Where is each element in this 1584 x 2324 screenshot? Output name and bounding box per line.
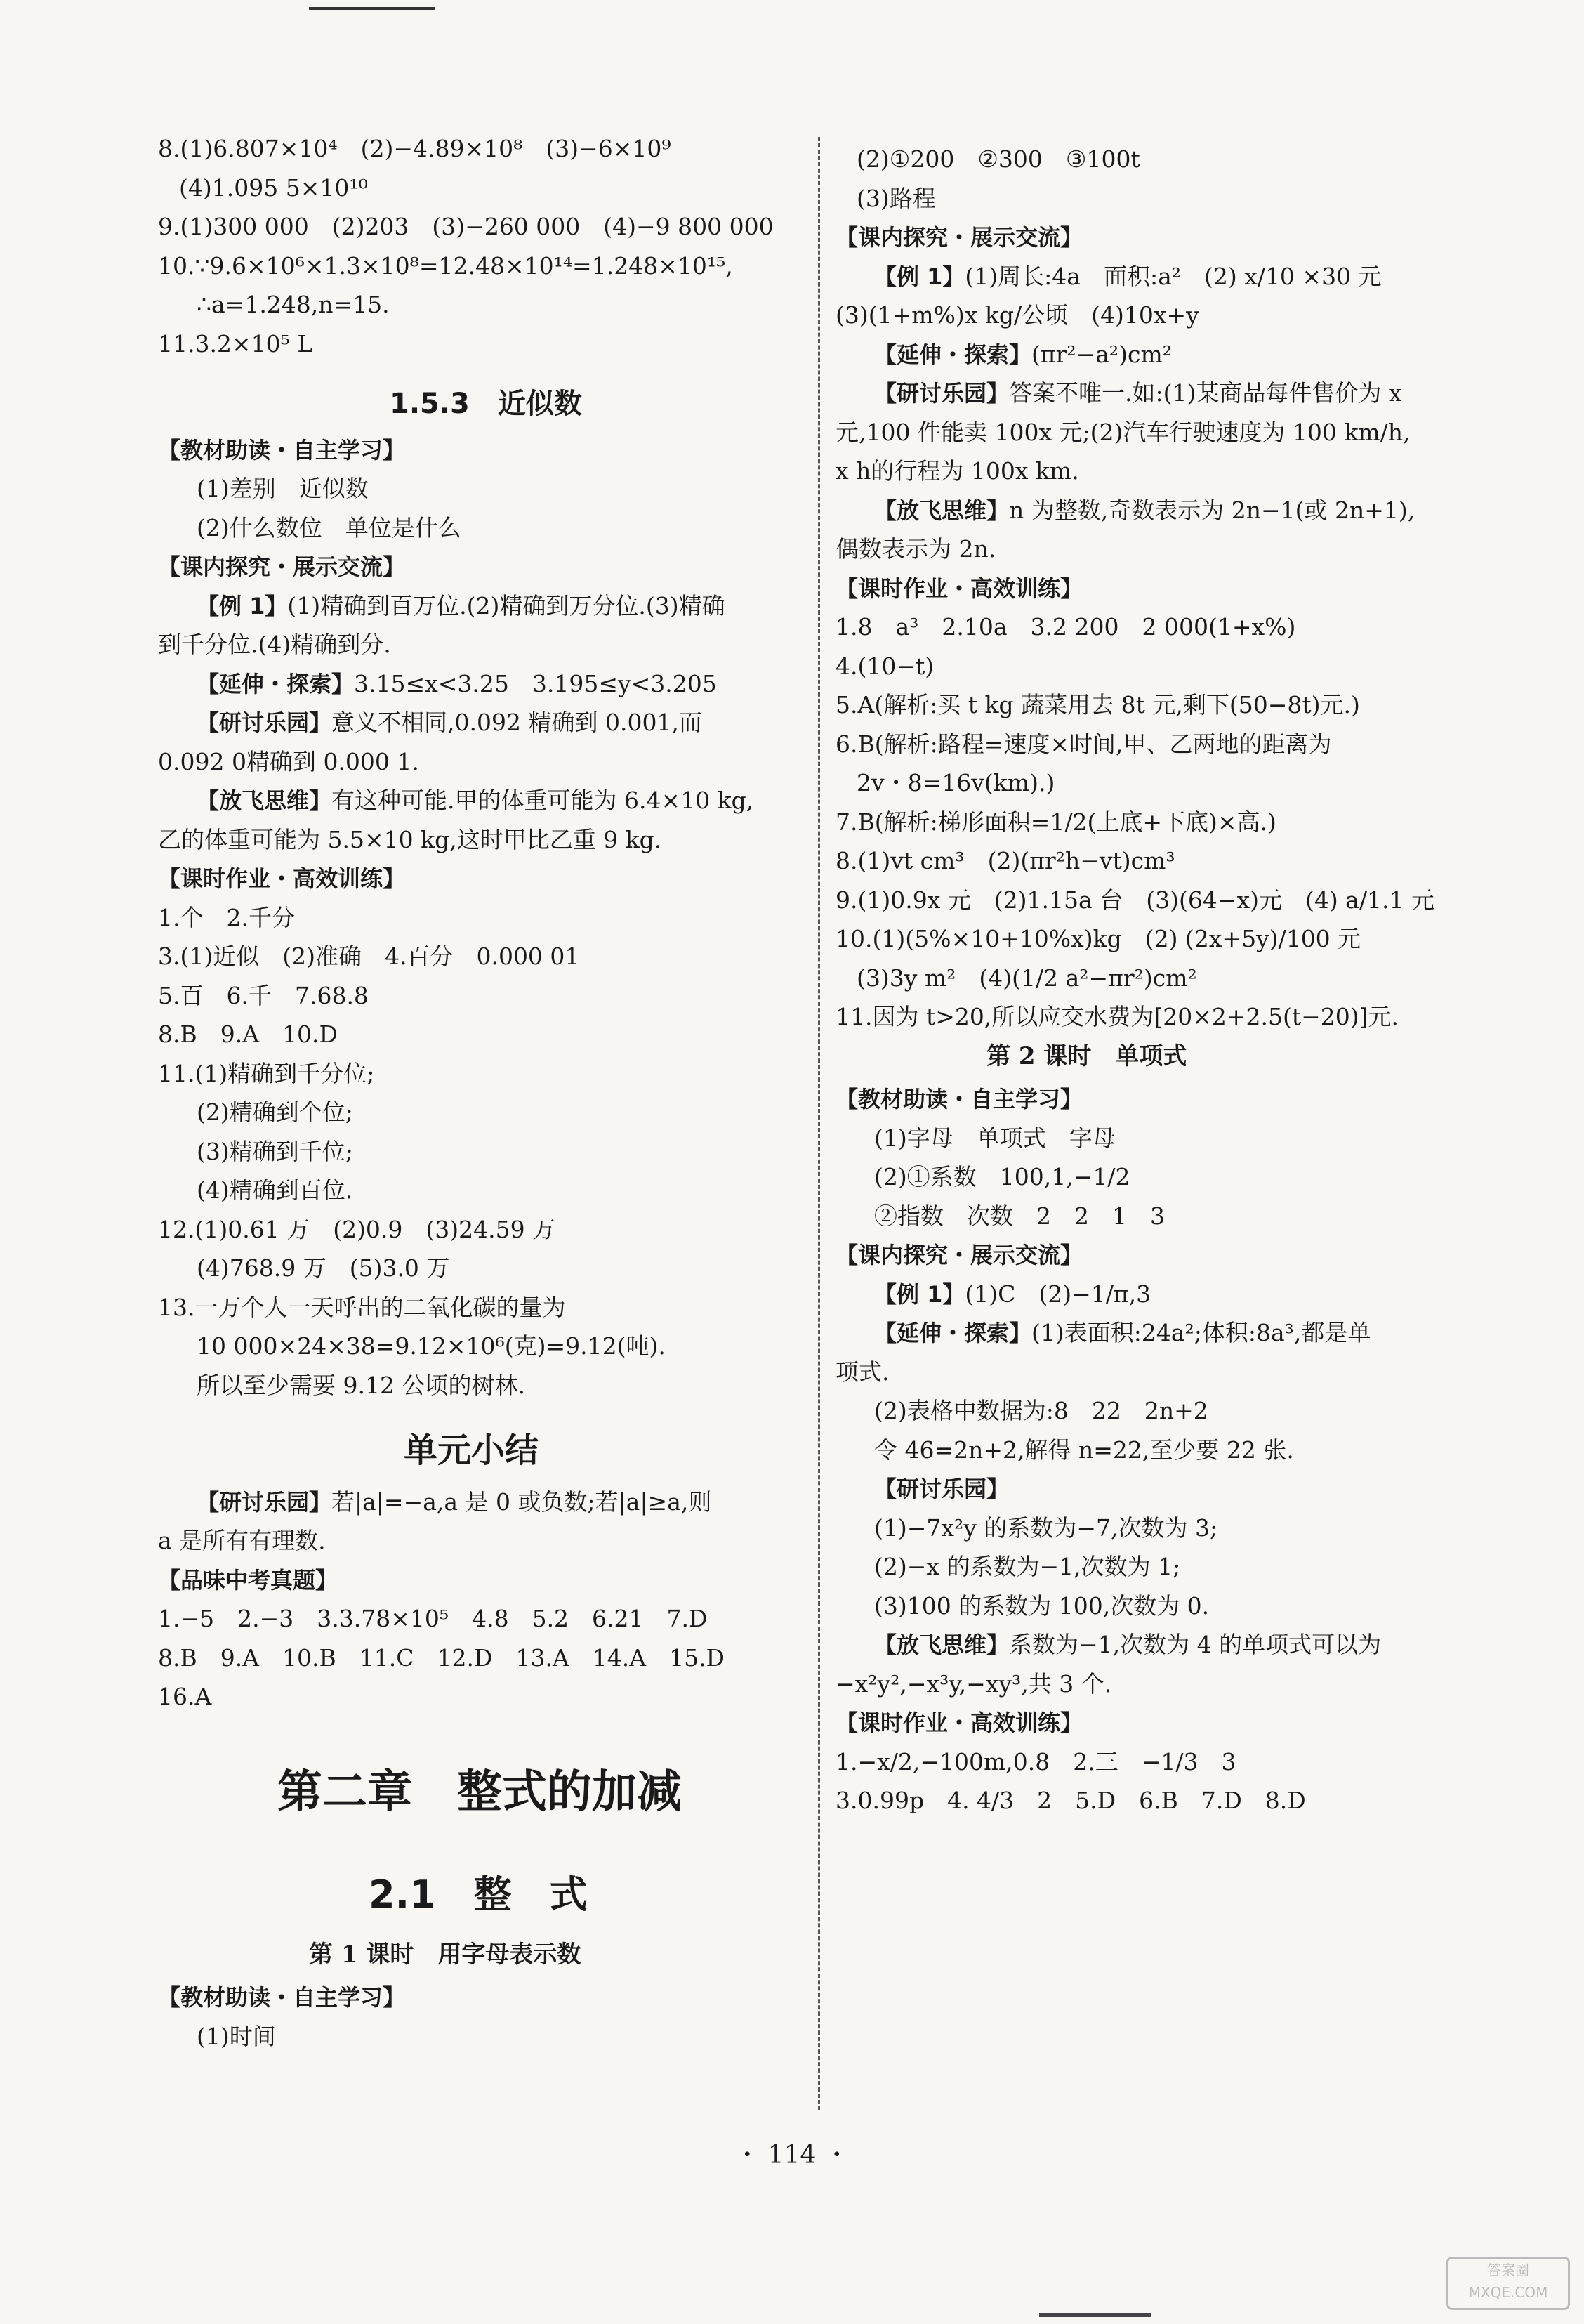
text-line <box>158 1214 555 1245</box>
text-line <box>836 1785 1306 1816</box>
text-line <box>874 1435 1294 1466</box>
text-line <box>836 1002 1399 1032</box>
section-tag: 【延伸・探索】 <box>197 670 355 697</box>
line-text: (2)什么数位 单位是什么 <box>197 513 461 541</box>
line-text: 13.一万个人一天呼出的二氧化碳的量为 <box>158 1293 566 1321</box>
section-tag: 【放飞思维】 <box>197 787 332 814</box>
line-text: a 是所有有理数. <box>158 1527 326 1554</box>
line-text: (2)表格中数据为:8 22 2n+2 <box>874 1397 1208 1424</box>
text-line <box>197 1487 711 1518</box>
line-text: 若|a|=−a,a 是 0 或负数;若|a|≥a,则 <box>331 1488 712 1516</box>
section-tag: 【例 1】 <box>874 263 965 290</box>
text-line <box>158 1643 725 1674</box>
line-text: (2)①系数 100,1,−1/2 <box>874 1163 1130 1190</box>
section-tag: 【放飞思维】 <box>874 1632 1010 1658</box>
line-text: (4)精确到百位. <box>197 1176 353 1204</box>
text-line <box>874 1201 1165 1232</box>
line-text: (4)768.9 万 (5)3.0 万 <box>197 1254 450 1282</box>
text-line <box>197 1253 449 1284</box>
line-text: (1)周长:4a 面积:a² (2) x/10 ×30 元 <box>965 262 1382 290</box>
line-text: 令 46=2n+2,解得 n=22,至少要 22 张. <box>874 1436 1294 1464</box>
text-line <box>874 1396 1208 1426</box>
section-header: 【教材助读・自主学习】 <box>836 1086 1083 1112</box>
text-line <box>836 846 1175 877</box>
text-line <box>874 1473 1009 1504</box>
text-line <box>158 1603 707 1634</box>
line-text: 9.(1)300 000 (2)203 (3)−260 000 (4)−9 800 000 <box>158 213 774 240</box>
section-header: 【课内探究・展示交流】 <box>158 553 406 580</box>
section-header: 【课时作业・高效训练】 <box>836 1709 1083 1736</box>
line-text: (1)字母 单项式 字母 <box>874 1124 1116 1152</box>
text-line <box>836 651 934 682</box>
line-text: 4.(10−t) <box>836 652 935 680</box>
text-line <box>874 1279 1151 1310</box>
text-line <box>836 300 1199 331</box>
text-line <box>158 825 661 855</box>
text-line <box>874 339 1172 370</box>
line-text: (1)C (2)−1/π,3 <box>965 1280 1151 1308</box>
text-line <box>836 456 1079 487</box>
text-line <box>874 1591 1209 1622</box>
lesson-title: 第 1 课时 用字母表示数 <box>309 1940 581 1969</box>
text-line <box>836 1669 1111 1700</box>
text-line <box>857 768 1055 799</box>
text-line <box>197 1136 353 1167</box>
line-text: (3)精确到千位; <box>197 1137 353 1165</box>
section-tag: 【研讨乐园】 <box>197 1488 332 1516</box>
line-text: 系数为−1,次数为 4 的单项式可以为 <box>1009 1631 1382 1658</box>
text-line <box>197 1370 525 1401</box>
section-header: 【课时作业・高效训练】 <box>836 575 1083 602</box>
line-text: (3)3y m² (4)(1/2 a²−πr²)cm² <box>857 964 1197 992</box>
line-text: 8.B 9.A 10.D <box>158 1020 338 1048</box>
line-text: 答案不唯一.如:(1)某商品每件售价为 x <box>1009 379 1402 407</box>
section-header: 【教材助读・自主学习】 <box>158 1984 406 2011</box>
text-line <box>836 534 996 565</box>
text-line <box>197 669 717 700</box>
line-text: 到千分位.(4)精确到分. <box>158 631 391 658</box>
text-line <box>197 289 390 320</box>
section-tag: 【例 1】 <box>197 592 288 619</box>
text-line <box>179 173 368 204</box>
text-line <box>836 690 1360 721</box>
text-line <box>857 963 1197 994</box>
line-text: 5.A(解析:买 t kg 蔬菜用去 8t 元,剩下(50−8t)元.) <box>836 691 1360 718</box>
line-text: 11.3.2×10⁵ L <box>158 329 313 357</box>
left-column <box>158 0 860 2324</box>
line-text: 2v・8=16v(km).) <box>857 769 1055 796</box>
text-line <box>836 612 1295 643</box>
text-line <box>158 329 312 360</box>
text-line <box>874 261 1382 292</box>
text-line <box>158 941 579 972</box>
text-line <box>874 1629 1381 1660</box>
line-text: 1.8 a³ 2.10a 3.2 200 2 000(1+x%) <box>836 613 1296 641</box>
text-line <box>836 807 1276 838</box>
text-line <box>836 417 1411 448</box>
text-line <box>197 707 702 738</box>
page-number: ・ 114 ・ <box>734 2141 850 2169</box>
text-line <box>197 1331 666 1362</box>
text-line <box>158 211 774 242</box>
section-tag: 【研讨乐园】 <box>197 709 332 736</box>
section-tag: 【延伸・探索】 <box>874 341 1032 368</box>
column-divider <box>818 137 820 2110</box>
line-text: 8.(1)6.807×10⁴ (2)−4.89×10⁸ (3)−6×10⁹ <box>158 135 671 162</box>
text-line <box>836 924 1361 954</box>
line-text: 3.0.99p 4. 4/3 2 5.D 6.B 7.D 8.D <box>836 1787 1306 1814</box>
line-text: 1.个 2.千分 <box>158 903 295 931</box>
text-line <box>836 885 1434 916</box>
chapter-title: 第二章 整式的加减 <box>277 1766 682 1818</box>
text-line <box>158 251 733 282</box>
text-line <box>836 1747 1236 1778</box>
line-text: 11.因为 t>20,所以应交水费为[20×2+2.5(t−20)]元. <box>836 1003 1399 1030</box>
text-line <box>197 591 725 622</box>
text-line <box>158 1019 338 1050</box>
line-text: 8.B 9.A 10.B 11.C 12.D 13.A 14.A 15.D <box>158 1643 725 1672</box>
section-title: 2.1 整 式 <box>369 1872 588 1917</box>
text-line <box>874 1551 1180 1582</box>
text-line <box>158 1525 326 1556</box>
text-line <box>874 1318 1371 1348</box>
line-text: −x²y²,−x³y,−xy³,共 3 个. <box>836 1669 1112 1698</box>
section-header: 【教材助读・自主学习】 <box>158 436 406 464</box>
text-line <box>158 1058 374 1089</box>
unit-summary-title: 单元小结 <box>404 1431 539 1470</box>
text-line <box>197 1097 353 1128</box>
text-line <box>857 183 936 214</box>
line-text: (1)时间 <box>197 2022 276 2050</box>
text-line <box>158 902 295 933</box>
line-text: 12.(1)0.61 万 (2)0.9 (3)24.59 万 <box>158 1215 556 1243</box>
line-text: ②指数 次数 2 2 1 3 <box>874 1202 1165 1230</box>
text-line <box>197 1175 352 1206</box>
text-line <box>158 133 671 164</box>
line-text: 10.∵9.6×10⁶×1.3×10⁸=12.48×10¹⁴=1.248×10¹⁵, <box>158 251 733 280</box>
text-line <box>874 1513 1217 1544</box>
text-line <box>197 473 369 504</box>
line-text: 项式. <box>836 1358 890 1386</box>
line-text: (2)精确到个位; <box>197 1098 353 1126</box>
line-text: 1.−5 2.−3 3.3.78×10⁵ 4.8 5.2 6.21 7.D <box>158 1605 708 1632</box>
line-text: 3.(1)近似 (2)准确 4.百分 0.000 01 <box>158 943 580 970</box>
line-text: n 为整数,奇数表示为 2n−1(或 2n+1), <box>1009 496 1415 524</box>
text-line <box>197 2021 276 2052</box>
text-line <box>874 1123 1116 1154</box>
section-header: 【品味中考真题】 <box>158 1566 338 1594</box>
text-line <box>158 1292 565 1323</box>
section-tag: 【放飞思维】 <box>874 497 1010 524</box>
line-text: (1)精确到百万位.(2)精确到万分位.(3)精确 <box>287 591 725 619</box>
text-line <box>158 980 369 1011</box>
line-text: x h的行程为 100x km. <box>836 457 1079 485</box>
line-text: (4)1.095 5×10¹⁰ <box>179 173 368 202</box>
line-text: (2)−x 的系数为−1,次数为 1; <box>874 1553 1181 1580</box>
line-text: 1.−x/2,−100m,0.8 2.三 −1/3 3 <box>836 1747 1236 1775</box>
line-text: 有这种可能.甲的体重可能为 6.4×10 kg, <box>331 787 754 814</box>
section-header: 【课内探究・展示交流】 <box>836 1242 1083 1268</box>
lesson-title: 第 2 课时 单项式 <box>986 1042 1187 1070</box>
section-title: 1.5.3 近似数 <box>390 388 582 420</box>
line-text: 9.(1)0.9x 元 (2)1.15a 台 (3)(64−x)元 (4) a/1.1 元 <box>836 886 1434 914</box>
section-header: 【课内探究・展示交流】 <box>836 224 1083 251</box>
line-text: (2)①200 ②300 ③100t <box>857 145 1140 173</box>
line-text: 6.B(解析:路程=速度×时间,甲、乙两地的距离为 <box>836 730 1332 758</box>
line-text: 元,100 件能卖 100x 元;(2)汽车行驶速度为 100 km/h, <box>836 418 1411 446</box>
text-line <box>158 1681 211 1712</box>
line-text: 偶数表示为 2n. <box>836 535 996 563</box>
line-text: (3)路程 <box>857 184 936 212</box>
line-text: 0.092 0精确到 0.000 1. <box>158 747 419 775</box>
line-text: 10 000×24×38=9.12×10⁶(克)=9.12(吨). <box>197 1332 666 1360</box>
text-line <box>874 378 1401 409</box>
text-line <box>874 495 1415 526</box>
line-text: (1)表面积:24a²;体积:8a³,都是单 <box>1031 1319 1371 1346</box>
text-line <box>158 629 391 660</box>
line-text: 5.百 6.千 7.68.8 <box>158 981 369 1009</box>
line-text: 10.(1)(5%×10+10%x)kg (2) (2x+5y)/100 元 <box>836 925 1361 952</box>
line-text: 乙的体重可能为 5.5×10 kg,这时甲比乙重 9 kg. <box>158 825 662 853</box>
line-text: 11.(1)精确到千分位; <box>158 1059 375 1087</box>
text-line <box>197 785 753 816</box>
bottom-mark <box>1039 2313 1151 2317</box>
line-text: (πr²−a²)cm² <box>1031 340 1173 368</box>
text-line <box>158 747 419 777</box>
line-text: (1)−7x²y 的系数为−7,次数为 3; <box>874 1514 1218 1542</box>
right-column <box>836 0 1538 2324</box>
line-text: 7.B(解析:梯形面积=1/2(上底+下底)×高.) <box>836 808 1276 836</box>
line-text: 意义不相同,0.092 精确到 0.001,而 <box>331 709 702 736</box>
text-line <box>874 1162 1130 1193</box>
section-tag: 【例 1】 <box>874 1280 965 1308</box>
section-header: 【课时作业・高效训练】 <box>158 865 406 892</box>
line-text: 16.A <box>158 1683 212 1710</box>
line-text: 3.15≤x<3.25 3.195≤y<3.205 <box>354 669 717 697</box>
text-line <box>836 1357 890 1388</box>
line-text: (3)100 的系数为 100,次数为 0. <box>874 1591 1210 1620</box>
text-line <box>197 513 461 544</box>
line-text: (1)差别 近似数 <box>197 475 369 502</box>
watermark: 答案圈 MXQE.COM <box>1446 2257 1570 2310</box>
line-text: 所以至少需要 9.12 公顷的树林. <box>197 1371 525 1399</box>
line-text: ∴a=1.248,n=15. <box>197 291 390 318</box>
section-tag: 【研讨乐园】 <box>874 380 1010 407</box>
line-text: (3)(1+m%)x kg/公顷 (4)10x+y <box>836 301 1199 329</box>
text-line <box>857 144 1140 175</box>
line-text: 8.(1)vt cm³ (2)(πr²h−vt)cm³ <box>836 847 1175 874</box>
section-tag: 【延伸・探索】 <box>874 1320 1032 1346</box>
section-tag: 【研讨乐园】 <box>874 1476 1010 1502</box>
text-line <box>836 729 1332 760</box>
